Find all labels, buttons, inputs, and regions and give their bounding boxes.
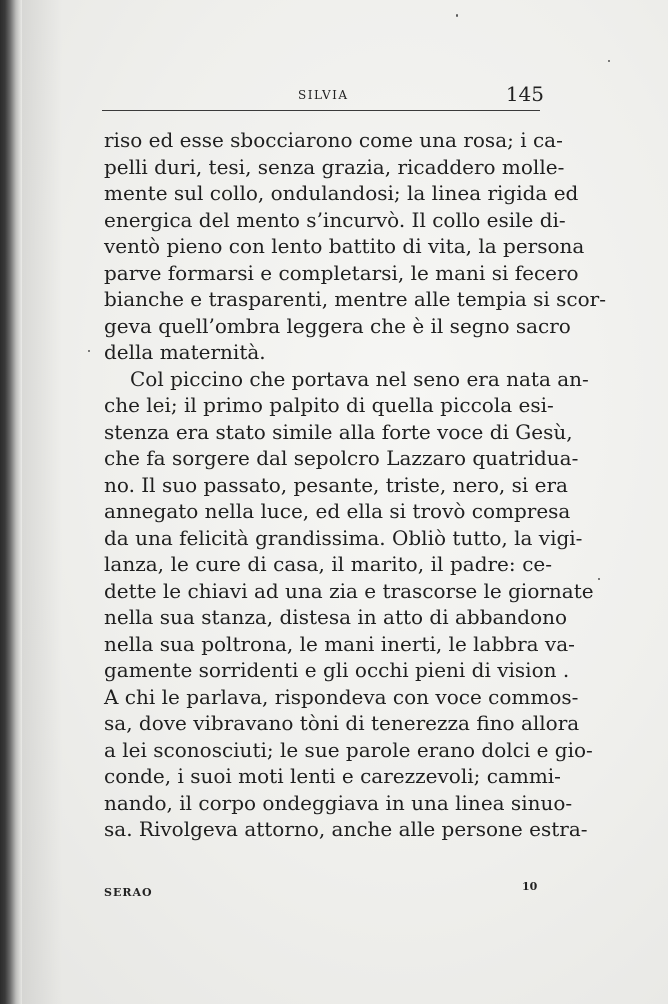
header-rule	[102, 110, 540, 111]
paper-speck	[456, 14, 458, 17]
paper-speck	[598, 578, 600, 580]
text-line: lanza, le cure di casa, il marito, il padre: ce-	[104, 552, 552, 576]
text-line: nando, il corpo ondeggiava in una linea sinuo-	[104, 790, 573, 815]
page-header	[100, 82, 544, 108]
text-line: stenza era stato simile alla forte voce di Gesù,	[104, 419, 573, 444]
running-title: SILVIA	[298, 88, 349, 102]
text-line: conde, i suoi moti lenti e carezzevoli; cammi-	[104, 764, 561, 788]
paper-speck	[608, 60, 610, 62]
text-line: che fa sorgere dal sepolcro Lazzaro quatridua-	[104, 446, 579, 470]
text-line: bianche e trasparenti, mentre alle tempia si scor-	[104, 287, 606, 311]
signature-mark: SERAO	[104, 886, 153, 899]
text-line: annegato nella luce, ed ella si trovò compresa	[104, 499, 571, 523]
text-line: A chi le parlava, rispondeva con voce commos-	[104, 684, 579, 709]
text-line: dette le chiavi ad una zia e trascorse le giornate	[104, 578, 594, 603]
text-line: che lei; il primo palpito di quella piccola esi-	[104, 393, 554, 417]
text-line: sa, dove vibravano tòni di tenerezza fino allora	[104, 711, 580, 735]
text-line: riso ed esse sbocciarono come una rosa; i ca-	[104, 128, 563, 152]
text-line: nella sua poltrona, le mani inerti, le labbra va-	[104, 631, 575, 656]
text-line: geva quell’ombra leggera che è il segno sacro	[104, 313, 571, 338]
text-line: mente sul collo, ondulandosi; la linea rigida ed	[104, 181, 579, 205]
binding-shadow	[0, 0, 22, 1004]
text-line: da una felicità grandissima. Obliò tutto, la vigi-	[104, 525, 583, 550]
page-number: 145	[505, 82, 544, 106]
body-text	[104, 127, 606, 843]
text-line: parve formarsi e completarsi, le mani si fecero	[104, 260, 579, 285]
text-line: no. Il suo passato, pesante, triste, nero, si era	[104, 472, 568, 497]
text-line: pelli duri, tesi, senza grazia, ricaddero molle-	[104, 154, 565, 179]
text-line: ventò pieno con lento battito di vita, la persona	[104, 234, 585, 258]
text-line: sa. Rivolgeva attorno, anche alle persone estra-	[104, 817, 588, 841]
gathering-number: 10	[522, 880, 538, 893]
text-line: gamente sorridenti e gli occhi pieni di vision .	[104, 658, 570, 682]
text-line: Col piccino che portava nel seno era nata an-	[130, 366, 589, 391]
text-line: della maternità.	[104, 340, 266, 364]
text-line: energica del mento s’incurvò. Il collo esile di-	[104, 207, 566, 232]
text-line: nella sua stanza, distesa in atto di abbandono	[104, 605, 568, 629]
text-line: a lei sconosciuti; le sue parole erano dolci e gio-	[104, 737, 593, 762]
page-fold-shading	[22, 0, 62, 1004]
paper-speck	[88, 350, 90, 352]
